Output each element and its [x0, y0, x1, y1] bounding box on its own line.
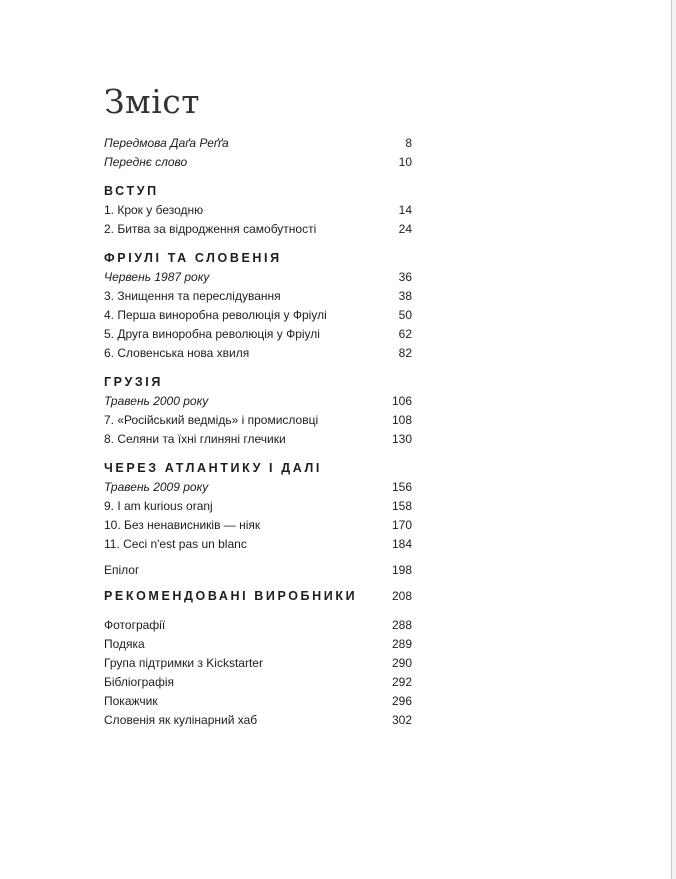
toc-entry-label: 10. Без ненависників — ніяк: [104, 518, 261, 532]
toc-entry-page: 50: [398, 308, 412, 322]
toc-entry-label: Травень 2000 року: [104, 394, 209, 408]
toc-entry-page: 14: [398, 203, 412, 217]
toc-entry-label: 2. Битва за відродження самобутності: [104, 222, 317, 236]
toc-entry-page: 156: [391, 480, 412, 494]
toc-entry-label: Група підтримки з Kickstarter: [104, 656, 263, 670]
toc-entry-producers[interactable]: [104, 587, 412, 606]
toc-entry-index[interactable]: [104, 692, 412, 711]
toc-entry-label: Словенія як кулінарний хаб: [104, 713, 258, 727]
toc-entry-label: Покажчик: [104, 694, 158, 708]
toc-entry-page: 62: [398, 327, 412, 341]
toc-entry-page: 24: [398, 222, 412, 236]
toc-entry-label: 7. «Російський ведмідь» і промисловці: [104, 413, 319, 427]
toc-entry-page: 198: [391, 563, 412, 577]
toc-entry-page: 36: [398, 270, 412, 284]
toc-entry-label: 3. Знищення та переслідування: [104, 289, 281, 303]
toc-entry-page: 302: [391, 713, 412, 727]
toc-entry-page: 8: [405, 136, 412, 150]
toc-entry-ch1[interactable]: [104, 201, 412, 220]
toc-entry-label: Подяка: [104, 637, 145, 651]
section-heading-vstup: ВСТУП: [104, 184, 159, 198]
toc-entry-label: Червень 1987 року: [104, 270, 210, 284]
toc-entry-label: Передмова Даґа Реґґа: [104, 136, 229, 150]
toc-entry-page: 288: [391, 618, 412, 632]
toc-entry-kickstarter[interactable]: [104, 654, 412, 673]
toc-entry-label: Бібліографія: [104, 675, 174, 689]
toc-entry-label: 4. Перша винoробна революція у Фріулі: [104, 308, 327, 322]
toc-entry-ch6[interactable]: [104, 344, 412, 363]
toc-entry-page: 106: [391, 394, 412, 408]
toc-entry-page: 296: [391, 694, 412, 708]
section-heading-atlantic: ЧЕРЕЗ АТЛАНТИКУ І ДАЛІ: [104, 461, 322, 475]
toc-entry-page: 38: [398, 289, 412, 303]
toc-entry-label: РЕКОМЕНДОВАНІ ВИРОБНИКИ: [104, 589, 358, 603]
toc-entry-culinary-hub[interactable]: [104, 711, 412, 730]
toc-entry-label: 6. Словенська нова хвиля: [104, 346, 250, 360]
toc-entry-label: Фотографії: [104, 618, 166, 632]
toc-entry-ch11[interactable]: [104, 535, 412, 554]
toc-entry-ch2[interactable]: [104, 220, 412, 239]
toc-entry-may-2000[interactable]: [104, 392, 412, 411]
toc-entry-label: 8. Селяни та їхні глиняні глечики: [104, 432, 286, 446]
toc-entry-page: 130: [391, 432, 412, 446]
section-heading-friuli: ФРІУЛІ ТА СЛОВЕНІЯ: [104, 251, 282, 265]
toc-entry-page: 184: [391, 537, 412, 551]
toc-entry-page: 292: [391, 675, 412, 689]
toc-entry-label: 9. I am kurious oranj: [104, 499, 213, 513]
toc-entry-ch5[interactable]: [104, 325, 412, 344]
toc-entry-page: 289: [391, 637, 412, 651]
toc-entry-acknowledgements[interactable]: [104, 635, 412, 654]
toc-entry-preface[interactable]: [104, 153, 412, 172]
toc-entry-label: 11. Ceci n'est pas un blanc: [104, 537, 247, 551]
toc-entry-epilogue[interactable]: [104, 561, 412, 580]
section-heading-georgia: ГРУЗІЯ: [104, 375, 163, 389]
page-margin: [672, 0, 676, 879]
toc-entry-june-1987[interactable]: [104, 268, 412, 287]
toc-entry-photos[interactable]: [104, 616, 412, 635]
toc-entry-page: 82: [398, 346, 412, 360]
toc-entry-label: Травень 2009 року: [104, 480, 209, 494]
toc-entry-foreword-regga[interactable]: [104, 134, 412, 153]
toc-entry-page: 10: [398, 155, 412, 169]
page-title: Зміст: [104, 82, 201, 121]
toc-entry-label: 1. Крок у безодню: [104, 203, 204, 217]
toc-entry-ch8[interactable]: [104, 430, 412, 449]
toc-entry-page: 208: [391, 589, 412, 603]
toc-entry-page: 108: [391, 413, 412, 427]
toc-entry-page: 158: [391, 499, 412, 513]
toc-entry-page: 290: [391, 656, 412, 670]
toc-entry-bibliography[interactable]: [104, 673, 412, 692]
toc-entry-ch7[interactable]: [104, 411, 412, 430]
toc-entry-ch4[interactable]: [104, 306, 412, 325]
toc-entry-ch3[interactable]: [104, 287, 412, 306]
toc-entry-label: 5. Друга винoробна революція у Фріулі: [104, 327, 320, 341]
toc-entry-page: 170: [391, 518, 412, 532]
toc-entry-may-2009[interactable]: [104, 478, 412, 497]
toc-entry-label: Переднє слово: [104, 155, 188, 169]
toc-entry-label: Епілог: [104, 563, 140, 577]
toc-entry-ch9[interactable]: [104, 497, 412, 516]
page-edge-line: [671, 0, 672, 879]
toc-entry-ch10[interactable]: [104, 516, 412, 535]
table-of-contents: [104, 134, 412, 730]
